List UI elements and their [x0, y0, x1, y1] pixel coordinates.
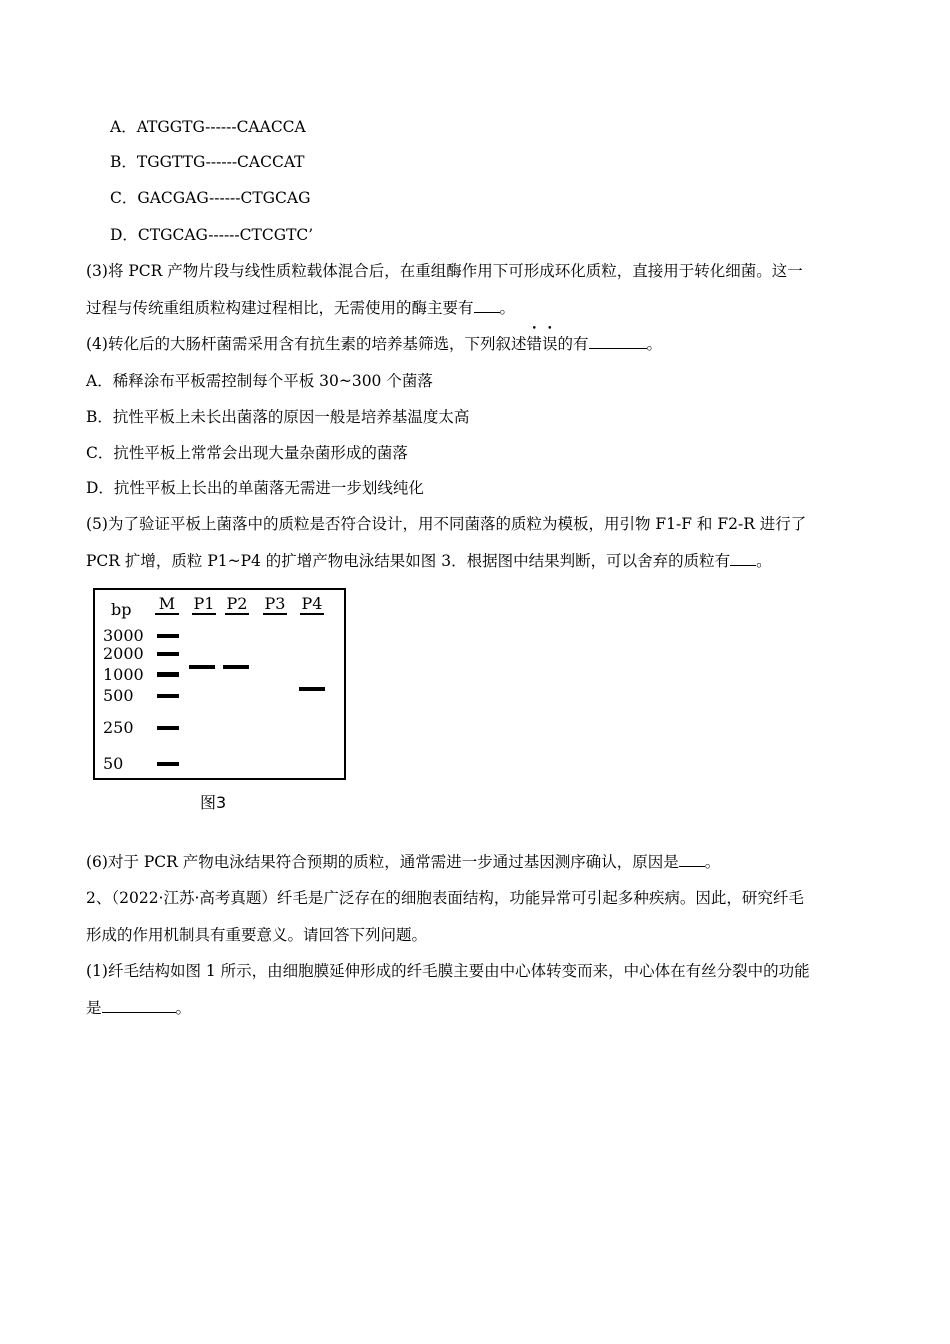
q4-option-b: B．抗性平板上未长出菌落的原因一般是培养基温度太高 — [86, 408, 470, 426]
q4-stem-text: (4)转化后的大肠杆菌需采用含有抗生素的培养基筛选，下列叙述 — [86, 335, 527, 353]
gel-electrophoresis-figure — [93, 588, 346, 780]
q4-emphasis-2: 误 — [541, 335, 558, 353]
gel-unit-label: bp — [111, 600, 132, 619]
q2-1-line2-end: 。 — [175, 999, 192, 1017]
ladder-label-2000: 2000 — [103, 644, 144, 663]
q4-stem-end: 。 — [646, 335, 663, 353]
q4-stem-mid: 的有 — [557, 335, 589, 353]
ladder-band-3000 — [157, 634, 179, 638]
q2-1-line2 — [86, 998, 191, 1018]
q5-line2-text: PCR 扩增，质粒 P1~P4 的扩增产物电泳结果如图 3．根据图中结果判断，可以舍弃的质粒有 — [86, 552, 731, 570]
figure-caption: 图3 — [200, 793, 227, 812]
question-2-line1: 2、（2022·江苏·高考真题）纤毛是广泛存在的细胞表面结构，功能异常可引起多种疾病。因此，研究纤毛 — [86, 889, 804, 907]
option-c: C．GACGAG------CTGCAG — [110, 189, 311, 207]
lane-underline-m — [155, 613, 179, 615]
ladder-label-3000: 3000 — [103, 626, 144, 645]
q4-option-a: A．稀释涂布平板需控制每个平板 30~300 个菌落 — [86, 372, 433, 390]
q5-line2-end: 。 — [756, 552, 772, 570]
q6-end: 。 — [704, 853, 721, 871]
ladder-band-2000 — [157, 652, 179, 656]
option-d: D．CTGCAG------CTCGTC’ — [110, 226, 314, 244]
q2-1-line1: (1)纤毛结构如图 1 所示，由细胞膜延伸形成的纤毛膜主要由中心体转变而来，中心体在有丝分裂中的功能 — [86, 962, 810, 980]
q3-line2-end: 。 — [499, 299, 516, 317]
ladder-band-250 — [157, 726, 179, 730]
q4-answer-blank[interactable] — [589, 334, 647, 349]
ladder-band-50 — [157, 762, 179, 766]
q3-answer-blank[interactable] — [474, 298, 500, 313]
q3-line1: (3)将 PCR 产物片段与线性质粒载体混合后，在重组酶作用下可形成环化质粒，直接用于转化细菌。这一 — [86, 262, 803, 280]
lane-label-m: M — [158, 594, 176, 613]
q3-line2-text: 过程与传统重组质粒构建过程相比，无需使用的酶主要有 — [86, 299, 474, 317]
ladder-band-1000 — [157, 672, 179, 677]
p4-band — [299, 687, 325, 691]
lane-underline-p4 — [300, 613, 324, 615]
q2-1-line2-text: 是 — [86, 999, 102, 1017]
q3-line2 — [86, 298, 515, 318]
option-a: A．ATGGTG------CAACCA — [110, 118, 306, 136]
lane-underline-p1 — [192, 613, 216, 615]
q6-line — [86, 852, 720, 872]
p2-band — [223, 665, 249, 669]
p1-band — [189, 665, 215, 669]
ladder-label-500: 500 — [103, 686, 134, 705]
q6-text: (6)对于 PCR 产物电泳结果符合预期的质粒，通常需进一步通过基因测序确认，原因是 — [86, 853, 679, 871]
q5-answer-blank[interactable] — [730, 551, 756, 566]
q4-option-d: D．抗性平板上长出的单菌落无需进一步划线纯化 — [86, 479, 424, 497]
q4-stem — [86, 334, 662, 354]
lane-label-p4: P4 — [301, 594, 323, 613]
q4-emphasis-1: 错 — [526, 335, 542, 353]
lane-label-p1: P1 — [193, 594, 215, 613]
q6-answer-blank[interactable] — [679, 852, 705, 867]
q2-1-answer-blank[interactable] — [102, 998, 176, 1013]
q5-line1: (5)为了验证平板上菌落中的质粒是否符合设计，用不同菌落的质粒为模板，用引物 F1-F 和 F2-R 进行了 — [86, 515, 807, 533]
q5-line2 — [86, 551, 772, 571]
ladder-label-250: 250 — [103, 718, 134, 737]
option-b: B．TGGTTG------CACCAT — [110, 153, 305, 171]
lane-underline-p2 — [225, 613, 249, 615]
q4-option-c: C．抗性平板上常常会出现大量杂菌形成的菌落 — [86, 444, 408, 462]
question-2-line2: 形成的作用机制具有重要意义。请回答下列问题。 — [86, 926, 428, 944]
lane-underline-p3 — [263, 613, 287, 615]
ladder-band-500 — [157, 694, 179, 698]
ladder-label-50: 50 — [103, 754, 124, 773]
lane-label-p3: P3 — [264, 594, 286, 613]
ladder-label-1000: 1000 — [103, 665, 144, 684]
lane-label-p2: P2 — [226, 594, 248, 613]
